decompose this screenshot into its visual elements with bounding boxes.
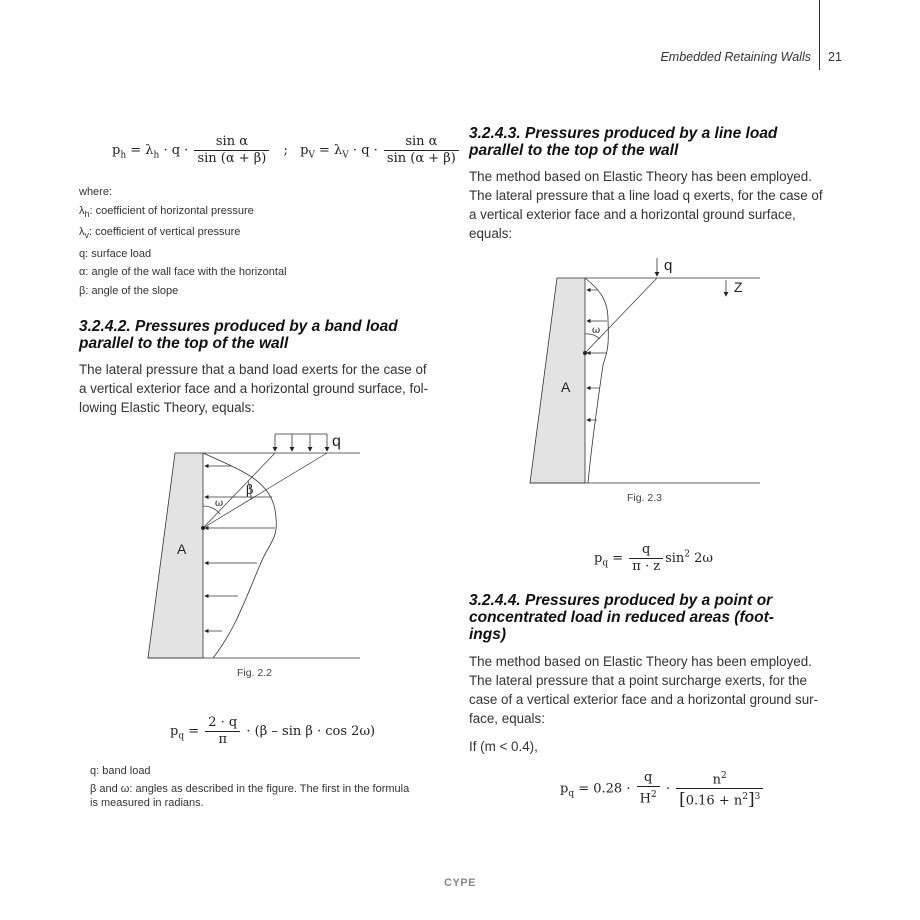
section-heading-3244 — [469, 592, 829, 643]
sin-term: sin — [665, 551, 685, 566]
page-number: 21 — [828, 50, 842, 64]
definition-subscript: h — [84, 208, 90, 219]
pv-symbol: p — [300, 143, 309, 158]
pv-subscript: V — [308, 150, 315, 161]
point-numerator-2 — [676, 768, 763, 789]
body-line: lowing Elastic Theory, equals: — [79, 400, 255, 415]
pq-subscript: q — [178, 731, 185, 742]
body-line: The method based on Elastic Theory has been employed. — [469, 654, 812, 669]
heading-line: ings) — [469, 626, 507, 643]
point-fraction-1 — [637, 770, 660, 807]
formula-point-load — [560, 768, 765, 810]
equals-sign: = — [608, 551, 624, 566]
body-line: The method based on Elastic Theory has been employed. — [469, 169, 812, 184]
h-symbol: H — [639, 791, 651, 807]
body-line: case of a vertical exterior face and a horizontal ground sur- — [469, 692, 819, 707]
definition-text: : surface load — [85, 247, 152, 260]
lambda-h-subscript: h — [153, 150, 160, 161]
heading-line: 3.2.4.4. Pressures produced by a point or — [469, 592, 773, 609]
pq-symbol: p — [560, 781, 569, 797]
n-exponent: 2 — [721, 771, 727, 781]
pv-equals-lambda: = λ — [314, 143, 343, 158]
label-Z: Z — [734, 279, 743, 295]
bracket-exponent: 3 — [754, 792, 761, 803]
band-fraction — [205, 715, 240, 748]
load-to-point-line — [585, 278, 657, 353]
label-q: q — [664, 257, 673, 274]
band-load-notes — [90, 764, 450, 810]
ph-subscript: h — [120, 150, 127, 161]
section-body-3244 — [469, 652, 839, 756]
definition-symbol: λ — [79, 204, 85, 217]
definition-symbol: q — [79, 247, 86, 260]
definition-symbol: β — [79, 284, 86, 297]
label-A: A — [561, 379, 571, 395]
body-line: The lateral pressure that a band load exerts for the case of — [79, 362, 427, 377]
formula-separator: ; — [283, 143, 288, 158]
body-line: The lateral pressure that a point surcharge exerts, for the — [469, 673, 807, 688]
definition-text: : coefficient of vertical pressure — [89, 226, 241, 239]
line-numerator: q — [629, 542, 663, 559]
point-fraction-2 — [676, 768, 763, 810]
n-exponent: 2 — [742, 792, 748, 803]
body-line: a vertical exterior face and a horizontal ground surface, fol- — [79, 381, 429, 396]
figure-caption: Fig. 2.2 — [237, 667, 273, 679]
band-formula-tail: · (β – sin β · cos 2ω) — [246, 724, 376, 739]
pressure-arrows — [587, 290, 607, 420]
formula-band-load — [170, 715, 375, 748]
point-denominator-2: $[0.16 + n^2]^3$ — [679, 789, 761, 810]
pv-q-term: · q · — [348, 143, 378, 158]
band-numerator: 2 · q — [205, 715, 240, 732]
pq-subscript: q — [602, 558, 609, 569]
heading-line: concentrated load in reduced areas (foot- — [469, 609, 774, 626]
ph-symbol: p — [112, 143, 121, 158]
ph-q-term: · q · — [159, 143, 189, 158]
body-line: The lateral pressure that a line load q exerts, for the case of — [469, 188, 823, 203]
note-line: β and ω: angles as described in the figure. The first in the formula — [90, 783, 410, 795]
definition-text: : coefficient of horizontal pressure — [89, 204, 254, 217]
note-line: q: band load — [90, 765, 151, 777]
equals-sign: = — [184, 724, 200, 739]
point-denominator-1 — [637, 787, 660, 807]
definition-symbol: λ — [79, 226, 85, 239]
sin-exponent: 2 — [684, 549, 690, 560]
heading-line: parallel to the top of the wall — [469, 142, 679, 159]
formula-line-load — [594, 542, 713, 575]
where-label: where: — [79, 186, 113, 198]
pv-denominator: sin (α + β) — [386, 151, 456, 166]
heading-line: 3.2.4.2. Pressures produced by a band load — [79, 318, 398, 335]
label-beta: β — [246, 483, 254, 498]
pq-subscript: q — [568, 788, 575, 799]
figure-caption: Fig. 2.3 — [627, 492, 663, 504]
coefficient-term: = 0.28 · — [574, 781, 631, 797]
line-denominator: π · z — [632, 559, 661, 574]
body-line: face, equals: — [469, 711, 545, 726]
definition-symbol: α — [79, 266, 86, 279]
note-line: is measured in radians. — [90, 797, 204, 809]
line-fraction — [629, 542, 663, 575]
body-line: a vertical exterior face and a horizontal ground surface, — [469, 207, 796, 222]
running-header-title: Embedded Retaining Walls — [660, 50, 811, 64]
label-omega: ω — [592, 325, 601, 336]
label-A: A — [177, 541, 187, 557]
n-symbol: n — [712, 772, 722, 788]
lambda-v-subscript: V — [342, 150, 349, 161]
wall-section — [530, 278, 585, 483]
ph-denominator: sin (α + β) — [197, 151, 267, 166]
bracket-content: 0.16 + n — [685, 793, 743, 809]
definition-subscript: v — [84, 230, 89, 241]
multiply-dot: · — [665, 781, 670, 797]
label-q: q — [332, 433, 341, 450]
pq-symbol: p — [170, 724, 179, 739]
label-omega: ω — [215, 498, 224, 509]
footer-brand: CYPE — [444, 877, 476, 889]
point-numerator-1: q — [637, 770, 660, 787]
definition-text: : angle of the slope — [85, 284, 179, 297]
ph-equals-lambda: = λ — [126, 143, 154, 158]
reference-point — [583, 351, 587, 355]
h-exponent: 2 — [650, 790, 657, 801]
reference-point — [201, 526, 205, 530]
pv-numerator: sin α — [384, 134, 459, 151]
condition-line: If (m < 0.4), — [469, 739, 538, 754]
ph-numerator: sin α — [194, 134, 269, 151]
pressure-distribution-curve — [585, 278, 608, 483]
heading-line: 3.2.4.3. Pressures produced by a line load — [469, 125, 778, 142]
heading-line: parallel to the top of the wall — [79, 335, 289, 352]
body-line: equals: — [469, 226, 513, 241]
pq-symbol: p — [594, 551, 603, 566]
two-omega-term: 2ω — [690, 551, 714, 566]
definition-text: : angle of the wall face with the horizontal — [85, 266, 287, 279]
band-denominator: π — [218, 732, 228, 747]
